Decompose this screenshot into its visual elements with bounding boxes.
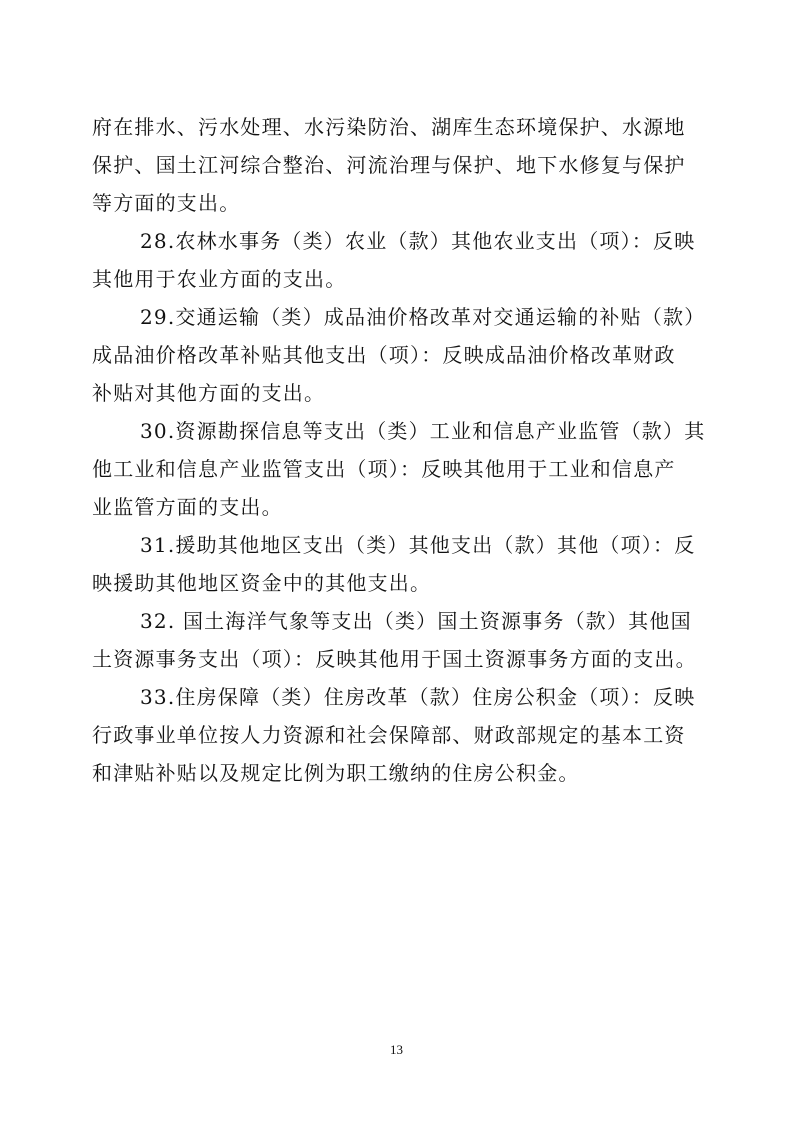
text-line: 业监管方面的支出。 — [92, 495, 283, 519]
paragraph-continued-water-spending — [92, 108, 712, 222]
paragraph-item-31 — [92, 526, 712, 602]
text-line: 保护、国土江河综合整治、河流治理与保护、地下水修复与保护 — [92, 153, 686, 177]
document-body — [92, 108, 712, 792]
text-line: 其他用于农业方面的支出。 — [92, 267, 347, 291]
text-line: 33.住房保障（类）住房改革（款）住房公积金（项）：反映 — [140, 685, 696, 709]
text-line: 映援助其他地区资金中的其他支出。 — [92, 571, 432, 595]
text-line: 他工业和信息产业监管支出（项）：反映其他用于工业和信息产 — [92, 457, 676, 481]
text-line: 和津贴补贴以及规定比例为职工缴纳的住房公积金。 — [92, 761, 580, 785]
text-line: 等方面的支出。 — [92, 191, 241, 215]
page-number: 13 — [390, 1042, 403, 1057]
paragraph-item-28 — [92, 222, 712, 298]
paragraph-item-33 — [92, 678, 712, 792]
text-line: 府在排水、污水处理、水污染防治、湖库生态环境保护、水源地 — [92, 115, 686, 139]
text-line: 行政事业单位按人力资源和社会保障部、财政部规定的基本工资 — [92, 723, 686, 747]
text-line: 28.农林水事务（类）农业（款）其他农业支出（项）：反映 — [140, 229, 696, 253]
text-line: 补贴对其他方面的支出。 — [92, 381, 326, 405]
text-line: 土资源事务支出（项）：反映其他用于国土资源事务方面的支出。 — [92, 647, 697, 671]
paragraph-item-30 — [92, 412, 712, 526]
text-line: 32. 国土海洋气象等支出（类）国土资源事务（款）其他国 — [140, 609, 692, 633]
paragraph-item-29 — [92, 298, 712, 412]
paragraph-item-32 — [92, 602, 712, 678]
text-line: 31.援助其他地区支出（类）其他支出（款）其他（项）：反 — [140, 533, 696, 557]
text-line: 成品油价格改革补贴其他支出（项）：反映成品油价格改革财政 — [92, 343, 676, 367]
text-line: 29.交通运输（类）成品油价格改革对交通运输的补贴（款） — [140, 305, 706, 329]
text-line: 30.资源勘探信息等支出（类）工业和信息产业监管（款）其 — [140, 419, 706, 443]
